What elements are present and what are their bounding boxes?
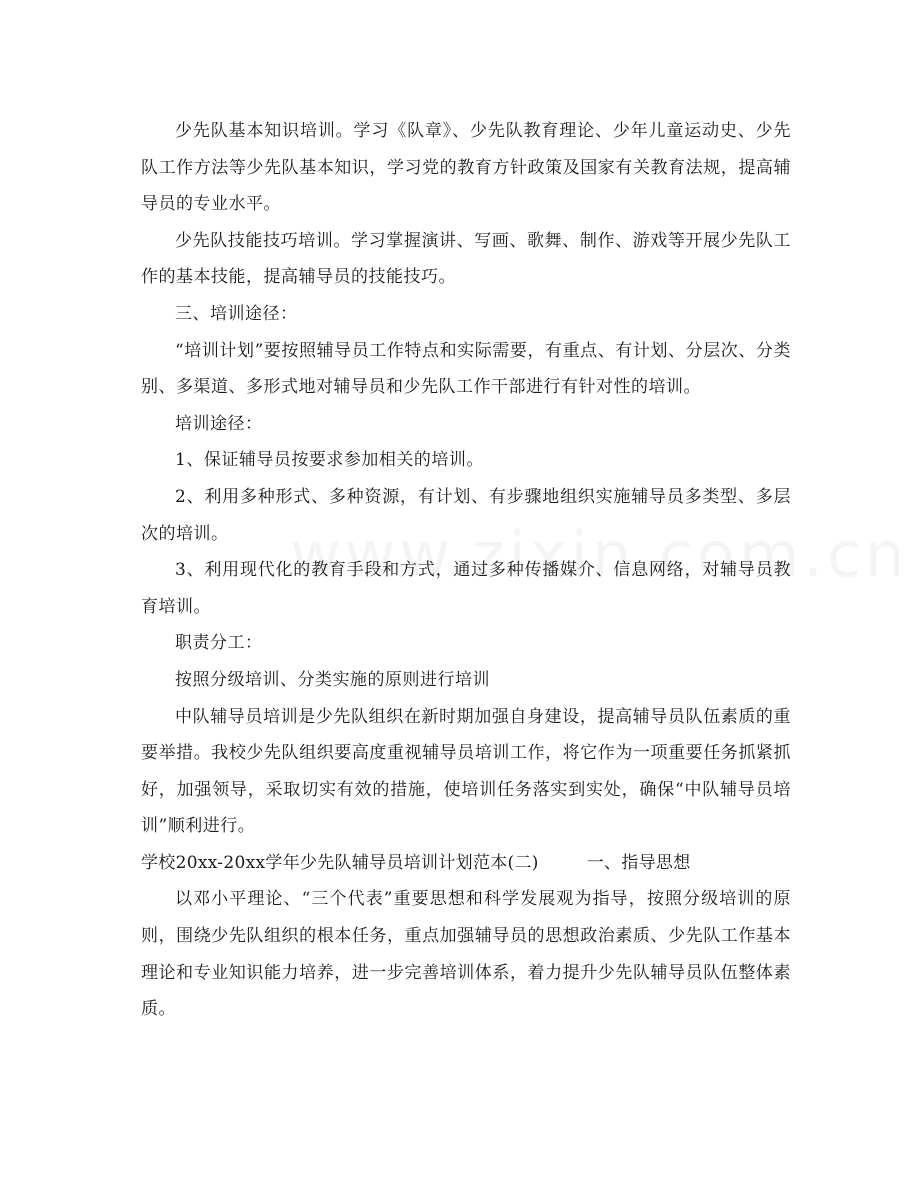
document-page [141,113,791,1028]
heading-training-approach: 三、培训途径： [175,303,298,324]
paragraph-basic-knowledge: 少先队基本知识培训。学习《队章》、少先队教育理论、少年儿童运动史、少先队工作方法等少先队基本知识，学习党的教育方针政策及国家有关教育法规，提高辅导员的专业水平。 [141,121,791,215]
paragraph-principle: 按照分级培训、分类实施的原则进行培训 [175,669,490,690]
list-item-1: 1、保证辅导员按要求参加相关的培训。 [175,450,484,471]
label-training-approach: 培训途径： [175,413,263,434]
paragraph-training-plan: “培训计划”要按照辅导员工作特点和实际需要，有重点、有计划、分层次、分类别、多渠道、多形式地对辅导员和少先队工作干部进行有针对性的培训。 [141,340,791,398]
section-heading [141,845,791,882]
paragraph-skills: 少先队技能技巧培训。学习掌握演讲、写画、歌舞、制作、游戏等开展少先队工作的基本技能，提高辅导员的技能技巧。 [141,230,791,288]
section-title: 学校20xx-20xx学年少先队辅导员培训计划范本(二) [141,852,539,873]
section-subtitle: 一、指导思想 [586,852,691,873]
paragraph-squad-counselor: 中队辅导员培训是少先队组织在新时期加强自身建设，提高辅导员队伍素质的重要举措。我校少先队组织要高度重视辅导员培训工作，将它作为一项重要任务抓紧抓好，加强领导，采取切实有效的措施，使培训任务落实到实处，确保“中队辅导员培训”顺利进行。 [141,706,791,837]
list-item-2: 2、利用多种形式、多种资源，有计划、有步骤地组织实施辅导员多类型、多层次的培训。 [141,486,791,544]
paragraph-guiding-ideology: 以邓小平理论、“三个代表”重要思想和科学发展观为指导，按照分级培训的原则，围绕少先队组织的根本任务，重点加强辅导员的思想政治素质、少先队工作基本理论和专业知识能力培养，进一步完善培训体系，着力提升少先队辅导员队伍整体素质。 [141,889,791,1020]
list-item-3: 3、利用现代化的教育手段和方式，通过多种传播媒介、信息网络，对辅导员教育培训。 [141,560,791,617]
label-responsibilities: 职责分工： [175,633,263,654]
